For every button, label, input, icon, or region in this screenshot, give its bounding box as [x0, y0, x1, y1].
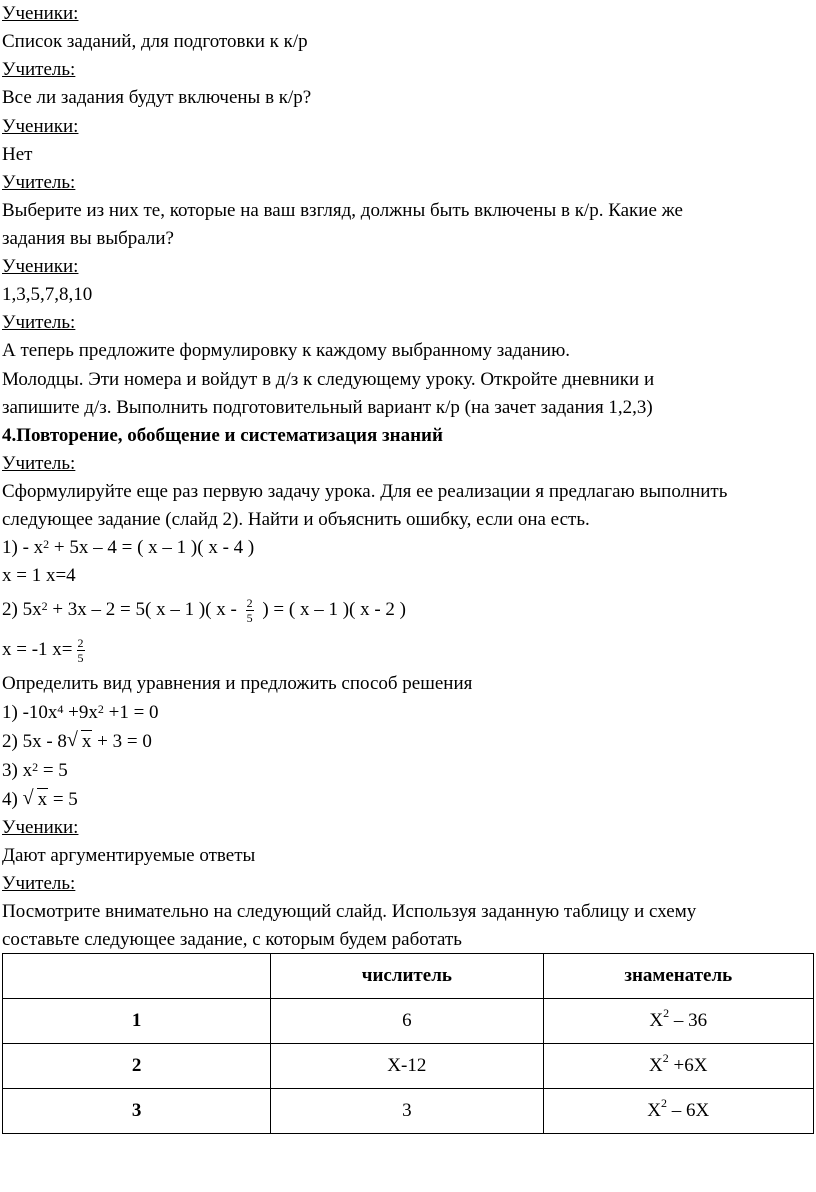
speaker-label-teacher: Учитель:	[2, 873, 76, 894]
table-header-cell: знаменатель	[543, 954, 813, 999]
fraction: $\frac{2}{5}$	[246, 596, 253, 626]
text-line: Посмотрите внимательно на следующий слайд. Используя заданную таблицу и схему	[2, 901, 697, 922]
speaker-label-students: Ученики:	[2, 116, 79, 137]
text-line: Нет	[2, 144, 33, 165]
speaker-label-students: Ученики:	[2, 817, 79, 838]
speaker-label-teacher: Учитель:	[2, 312, 76, 333]
equation-line: x = -1 x= $\frac{2}{5}$	[2, 636, 84, 666]
text-line: Список заданий, для подготовки к к/р	[2, 31, 308, 52]
speaker-label-students: Ученики:	[2, 3, 79, 24]
table-header-row	[3, 954, 814, 999]
text-line: Выберите из них те, которые на ваш взгляд, должны быть включены в к/р. Какие же	[2, 200, 683, 221]
speaker-label-teacher: Учитель:	[2, 59, 76, 80]
table-row	[3, 999, 814, 1044]
text-line: Дают аргументируемые ответы	[2, 845, 256, 866]
table-header-cell: числитель	[271, 954, 543, 999]
sqrt-symbol: √ x	[66, 729, 92, 752]
text-line: Все ли задания будут включены в к/р?	[2, 87, 312, 108]
equation-line: 1) $-10x^4 +9x^2 +1 = 0$	[2, 702, 159, 723]
fraction-table	[2, 953, 814, 1134]
table-cell-number: 3	[3, 1089, 271, 1134]
table-cell-numerator: 6	[271, 999, 543, 1044]
text-line: Определить вид уравнения и предложить способ решения	[2, 673, 473, 694]
table-cell-numerator: 3	[271, 1089, 543, 1134]
equation-line: 3) $x^2 = 5$	[2, 760, 68, 781]
speaker-label-teacher: Учитель:	[2, 453, 76, 474]
table-row	[3, 1044, 814, 1089]
text-line: следующее задание (слайд 2). Найти и объяснить ошибку, если она есть.	[2, 509, 590, 530]
table-header-cell	[3, 954, 271, 999]
table-row	[3, 1089, 814, 1134]
text-line: 1,3,5,7,8,10	[2, 284, 93, 305]
text-line: Сформулируйте еще раз первую задачу урока. Для ее реализации я предлагаю выполнить	[2, 481, 728, 502]
table-cell-numerator: X-12	[271, 1044, 543, 1089]
fraction: $\frac{2}{5}$	[77, 636, 84, 666]
table-cell-number: 1	[3, 999, 271, 1044]
equation-line: 4) √ x = 5	[2, 786, 78, 814]
speaker-label-students: Ученики:	[2, 256, 79, 277]
text-line: запишите д/з. Выполнить подготовительный вариант к/р (на зачет задания 1,2,3)	[2, 397, 653, 418]
sqrt-symbol: √ x	[22, 787, 48, 810]
equation-line: x = 1 x=4	[2, 565, 76, 586]
table-cell-denominator: $X^2 - 6X$	[543, 1089, 813, 1134]
table-cell-number: 2	[3, 1044, 271, 1089]
text-line: составьте следующее задание, с которым будем работать	[2, 929, 462, 950]
speaker-label-teacher: Учитель:	[2, 172, 76, 193]
table-cell-denominator: $X^2 - 36$	[543, 999, 813, 1044]
table-cell-denominator: $X^2 +6X$	[543, 1044, 813, 1089]
text-line: задания вы выбрали?	[2, 228, 174, 249]
text-line: Молодцы. Эти номера и войдут в д/з к следующему уроку. Откройте дневники и	[2, 369, 655, 390]
equation-line: 2) 5x - 8 √ x + 3 = 0	[2, 728, 152, 756]
equation-line: $1) - x^2 + 5x - 4$ = ( x – 1 )( x - 4 )	[2, 537, 255, 558]
section-heading: 4.Повторение, обобщение и систематизация знаний	[2, 425, 443, 446]
equation-line: 2) $5x^2 + 3x - 2 = 5$( x – 1 )( x - $\frac{2}{5}$ ) = ( x – 1 )( x - 2 )	[2, 596, 407, 626]
text-line: А теперь предложите формулировку к каждому выбранному заданию.	[2, 340, 571, 361]
